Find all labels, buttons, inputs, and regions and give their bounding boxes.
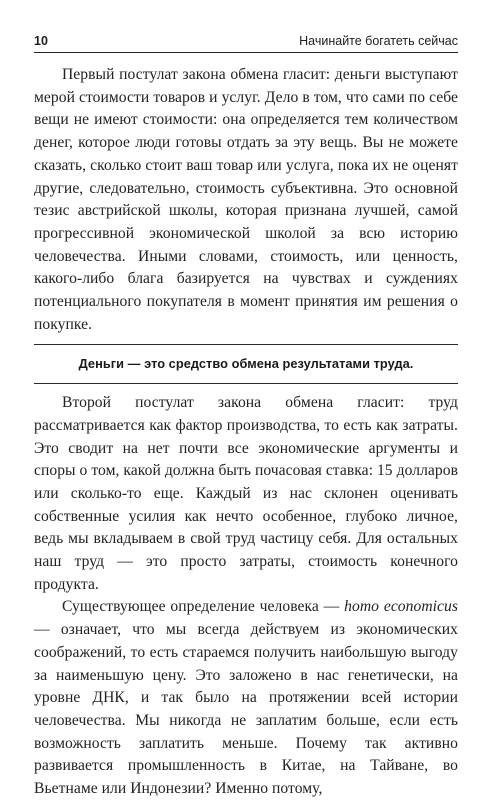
page-number: 10	[34, 34, 48, 48]
callout-quote: Деньги — это средство обмена результатами труда.	[34, 344, 458, 384]
paragraph-text-start: Существующее определение человека —	[62, 598, 345, 616]
body-text	[34, 64, 458, 801]
emphasis-term: homo economicus	[344, 598, 458, 616]
book-title: Начинайте богатеть сейчас	[299, 34, 458, 48]
paragraph-homo-economicus	[34, 596, 458, 800]
paragraph-text-end: — означает, что мы всегда действуем из экономических соображений, то есть стараемся получить наибольшую выгоду за наименьшую цену. Это заложено в нас генетически, на уровне ДНК, и так было на протяжении всей истории человечества. Мы никогда не заплатим больше, если есть возможность заплатить меньше. Почему так активно развивается промышленность в Китае, на Тайване, во Вьетнаме или Индонезии? Именно потому,	[34, 621, 458, 798]
running-header	[34, 32, 458, 53]
book-page	[34, 32, 458, 798]
paragraph-second-postulate: Второй постулат закона обмена гласит: труд рассматривается как фактор производства, то есть как затраты. Это сводит на нет почти все экономические аргументы и споры о том, какой должна быть почасовая ставка: 15 долларов или сколько-то еще. Каждый из нас склонен оценивать собственные усилия как нечто особенное, глубоко личное, ведь мы вкладываем в свой труд частицу себя. Для остальных наш труд — это просто затраты, стоимость конечного продукта.	[34, 394, 458, 593]
paragraph-first-postulate: Первый постулат закона обмена гласит: деньги выступают мерой стоимости товаров и услуг. Дело в том, что сами по себе вещи не имеют стоимости: она определяется тем количеством денег, которое люди готовы отдать за эту вещь. Вы не можете сказать, сколько стоит ваш товар или услуга, пока их не оценят другие, следовательно, стоимость субъективна. Это основной тезис австрийской школы, которая признана лучшей, самой прогрессивной экономической школой за всю историю человечества. Иными словами, стоимость, или ценность, какого-либо блага базируется на чувствах и суждениях потенциального покупателя в момент принятия им решения о покупке.	[34, 66, 458, 333]
